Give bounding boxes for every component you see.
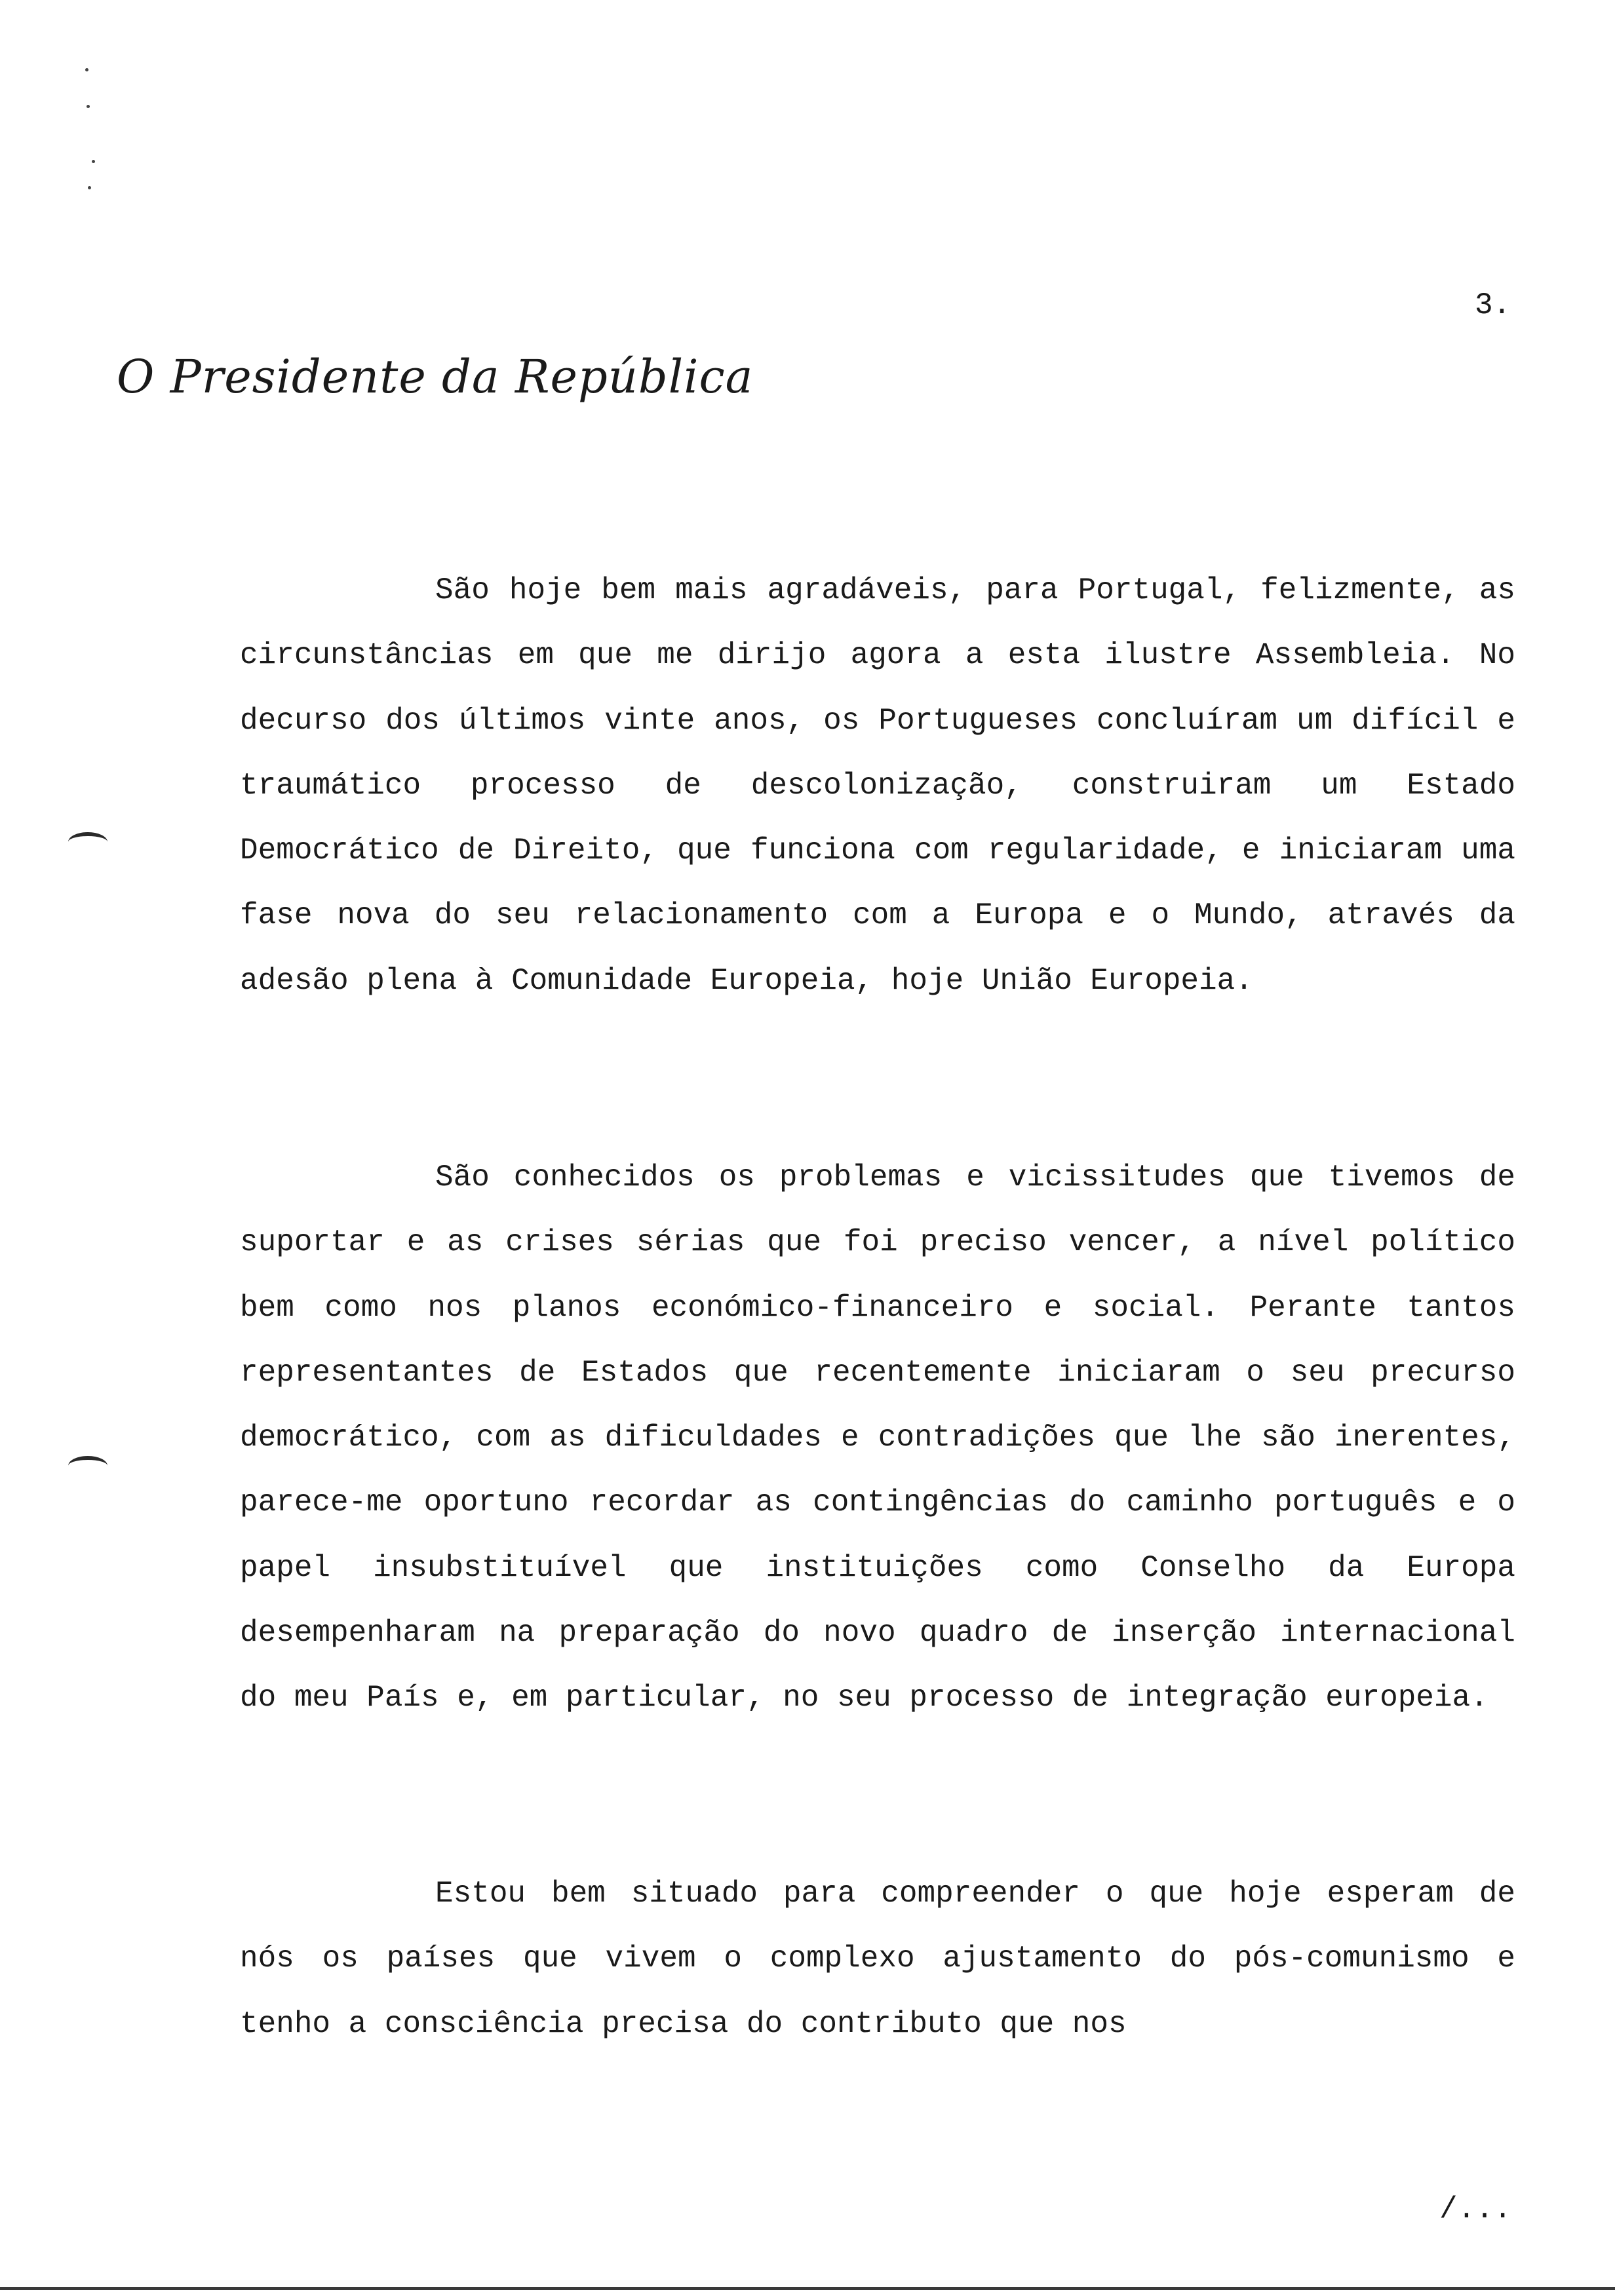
letterhead-signature: O Presidente da República (117, 350, 754, 404)
paragraph: Estou bem situado para compreender o que hoje esperam de nós os países que vivem o complexo ajustamento do pós-comunismo e tenho a consciência precisa do contributo que nos (240, 1877, 1515, 2041)
page-number: 3. (1475, 288, 1511, 322)
page-edge-line (0, 2287, 1615, 2290)
scan-speck (88, 186, 91, 189)
paragraph: São conhecidos os problemas e vicissitudes que tivemos de suportar e as crises sérias que foi preciso vencer, a nível político bem como nos planos económico-financeiro e social. Perante tantos representantes de Estados que recentemente iniciaram o seu precurso democrático, com as dificuldades e contradições que lhe são inerentes, parece-me oportuno recordar as contingências do caminho português e o papel insubstituível que instituições como Conselho da Europa desempenharam na preparação do novo quadro de inserção internacional do meu País e, em particular, no seu processo de integração europeia. (240, 1160, 1515, 1715)
paragraph: São hoje bem mais agradáveis, para Portugal, felizmente, as circunstâncias em que me dirijo agora a esta ilustre Assembleia. No decurso dos últimos vinte anos, os Portugueses concluíram um difícil e traumático processo de descolonização, construiram um Estado Democrático de Direito, que funciona com regularidade, e iniciaram uma fase nova do seu relacionamento com a Europa e o Mundo, através da adesão plena à Comunidade Europeia, hoje União Europeia. (240, 573, 1515, 998)
continuation-marker: /... (1439, 2192, 1512, 2227)
hole-punch-mark (68, 1456, 107, 1476)
scan-speck (87, 105, 90, 108)
scan-speck (85, 68, 88, 71)
hole-punch-mark (68, 832, 107, 852)
scan-speck (92, 160, 95, 163)
